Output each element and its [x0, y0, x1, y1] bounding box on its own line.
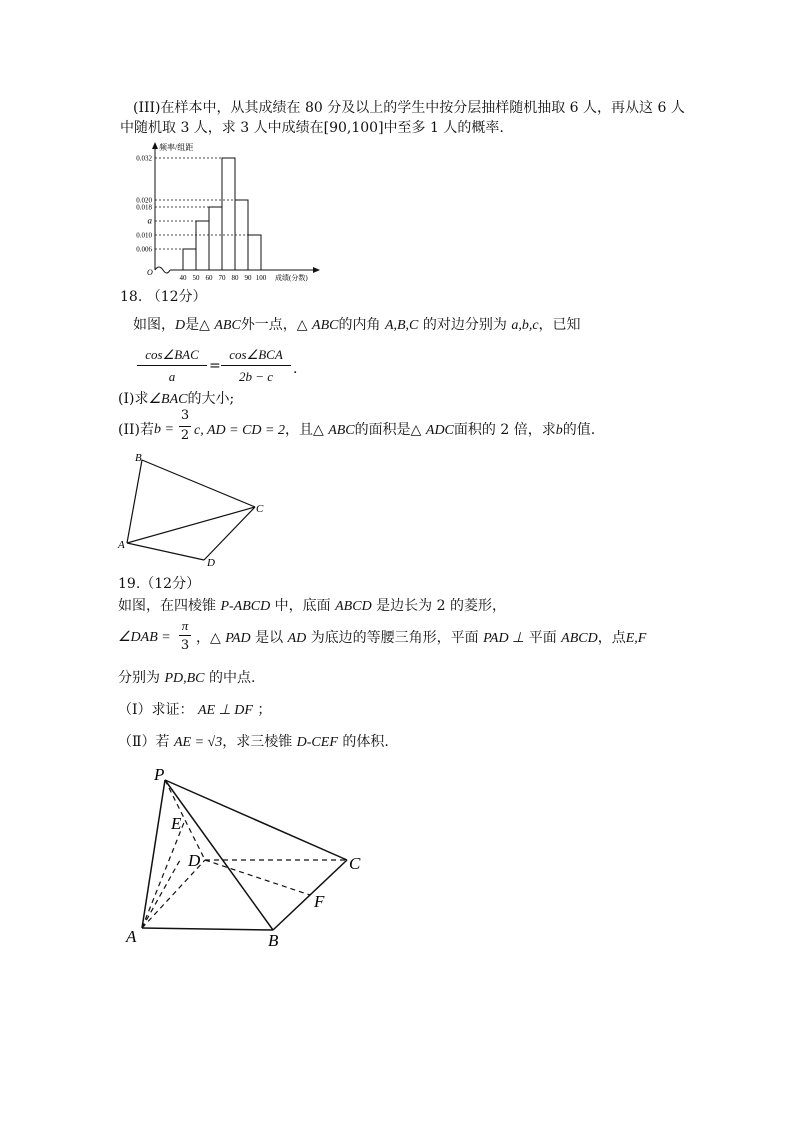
edge-AC	[127, 507, 255, 543]
q19-part2-a: （Ⅱ）若	[118, 734, 170, 750]
q18-intro-f: ，已知	[538, 317, 581, 333]
q19-pi-den: 3	[180, 638, 190, 653]
edge-BC	[142, 460, 255, 507]
axis-break	[155, 267, 170, 273]
y-tick-label: 0.032	[136, 154, 152, 163]
q19-part1-b: AE ⊥ DF	[197, 703, 253, 718]
label-B: B	[268, 931, 279, 950]
q18-part2-f: 的面积是△	[354, 422, 422, 438]
q19-line2-c: 是以	[255, 630, 284, 646]
edge-AE	[142, 820, 185, 928]
q19-line2-g: 平面	[528, 630, 557, 646]
q19-line2-ef: E,F	[625, 631, 647, 646]
q18-header: 18. （12分）	[120, 289, 207, 305]
q19-line2-abcd: ABCD	[561, 631, 598, 646]
q18-frac2-num: cos∠BCA	[229, 347, 283, 362]
q18-frac2-den: 2b − c	[238, 369, 274, 384]
x-tick-label: 60	[205, 274, 213, 282]
q19-line2-pad: PAD	[225, 631, 251, 646]
q19-angle: ∠DAB =	[118, 630, 171, 645]
q19-pyramid-figure	[120, 760, 380, 950]
x-tick-label: 80	[231, 274, 239, 282]
q19-line3-b: PD,BC	[164, 671, 205, 686]
q18-figure	[115, 450, 275, 570]
q18-part2-j: 的值.	[562, 422, 596, 438]
q18-period: .	[293, 361, 298, 377]
q19-line1	[118, 597, 506, 616]
label-C: C	[256, 503, 264, 515]
q18-part2-adc: ADC	[425, 423, 454, 438]
q19-line3-c: 的中点.	[208, 670, 256, 686]
q18-frac1-bar	[137, 365, 207, 366]
q18-part2-rest	[194, 421, 595, 440]
y-tick-label: a	[147, 215, 152, 226]
q19-line1-e: 是边长为 2 的菱形，	[376, 598, 506, 614]
label-D: D	[207, 557, 215, 569]
q18-intro	[133, 316, 581, 335]
histogram-bar	[222, 158, 235, 270]
label-E: E	[171, 814, 182, 833]
q19-line2-ad: AD	[287, 631, 307, 646]
q18-intro-d: 的内角	[338, 317, 381, 333]
q18-part2-c: c, AD = CD = 2	[194, 423, 285, 438]
q18-intro-e: 的对边分别为	[422, 317, 507, 333]
q19-line2-e: 为底边的等腰三角形，平面	[310, 630, 479, 646]
edge-AD	[127, 543, 204, 560]
q17-part3-line2: 中随机取 3 人，求 3 人中成绩在[90,100]中至多 1 人的概率.	[120, 120, 504, 136]
q19-header: 19.（12分）	[118, 576, 201, 592]
q18-equals: =	[209, 358, 221, 374]
q19-line2-perp: PAD ⊥	[483, 631, 525, 646]
origin-label: O	[147, 268, 153, 277]
edge-PA	[142, 780, 165, 928]
q19-line1-a: 如图，在四棱锥	[118, 598, 216, 614]
q19-line2-i: ，点	[597, 630, 626, 646]
edge-PB	[165, 780, 273, 930]
label-F: F	[314, 892, 325, 911]
q19-pi-bar	[179, 635, 191, 636]
q19-part2	[118, 733, 389, 752]
q19-line3	[118, 669, 255, 688]
q19-pi-num: π	[181, 618, 189, 633]
histogram-bar	[248, 235, 261, 270]
q19-part2-e: 的体积.	[342, 734, 389, 750]
q18-angles: A,B,C	[384, 318, 419, 333]
q18-part2-h: 面积的 2 倍，求	[453, 422, 556, 438]
q19-part2-c: ，求三棱锥	[222, 734, 293, 750]
q18-part2-den: 2	[180, 428, 190, 443]
y-axis-arrow	[152, 142, 158, 149]
edge-DF	[205, 860, 310, 895]
q18-frac2-bar	[221, 365, 291, 366]
histogram-bar	[209, 207, 222, 270]
q18-point-D: D	[175, 318, 186, 333]
label-B: B	[135, 452, 142, 464]
label-D: D	[188, 851, 201, 870]
q18-frac1-den: a	[168, 369, 176, 384]
y-axis-label: 频率/组距	[159, 143, 194, 152]
q18-part2-num: 3	[180, 408, 190, 423]
edge-BA	[127, 460, 142, 543]
x-tick-label: 100	[255, 274, 267, 282]
q19-line2-a: ，△	[196, 630, 221, 646]
y-tick-label: 0.006	[136, 245, 152, 254]
q19-base: ABCD	[335, 599, 372, 614]
label-A: A	[118, 539, 125, 551]
q18-part2-abc: ABC	[328, 423, 355, 438]
frequency-histogram	[125, 140, 325, 280]
q18-part1-c: 的大小;	[187, 391, 235, 407]
q18-intro-b: 是△	[185, 317, 210, 333]
q19-part1-a: （I）求证：	[118, 702, 194, 718]
q18-part1-a: (I)求	[118, 391, 149, 407]
edge-AB	[142, 928, 273, 930]
q18-intro-c: 外一点，△	[240, 317, 308, 333]
q18-part1-angle: ∠BAC	[148, 392, 188, 407]
q18-part2-a: (II)若	[118, 422, 154, 438]
q19-line3-a: 分别为	[118, 670, 160, 686]
q19-line2	[196, 629, 646, 648]
q18-sides: a,b,c	[511, 318, 539, 333]
q17-part3-line1: (III)在样本中，从其成绩在 80 分及以上的学生中按分层抽样随机抽取 6 人，再从这 6 人	[133, 100, 685, 116]
y-tick-label: 0.018	[136, 203, 152, 212]
q19-part2-b: AE = √3	[173, 735, 223, 750]
q19-line1-c: 中，底面	[274, 598, 331, 614]
label-A: A	[126, 927, 137, 946]
label-C: C	[349, 854, 361, 873]
edge-DC	[204, 507, 255, 560]
label-P: P	[154, 765, 165, 784]
q18-frac1-num: cos∠BAC	[145, 347, 199, 362]
x-tick-label: 40	[179, 274, 187, 282]
histogram-bar	[196, 221, 209, 270]
edge-PC	[165, 780, 347, 860]
q18-part2-bar	[179, 426, 191, 427]
q19-pyramid: P-ABCD	[220, 599, 271, 614]
q18-part2-i: b	[555, 423, 563, 438]
q18-triangle-abc-2: ABC	[312, 318, 339, 333]
q19-part2-d: D-CEF	[296, 735, 338, 750]
histogram-bar	[183, 249, 196, 270]
y-tick-label: 0.020	[136, 196, 152, 205]
q18-part1	[118, 390, 234, 409]
x-tick-label: 70	[218, 274, 226, 282]
q18-intro-a: 如图，	[133, 317, 175, 333]
x-axis-arrow	[313, 267, 320, 273]
q18-part2-d: ，且△	[284, 422, 324, 438]
x-tick-label: 90	[244, 274, 252, 282]
q18-triangle-abc: ABC	[214, 318, 241, 333]
q19-part1-c: ；	[257, 702, 272, 718]
q18-part2-b: b =	[154, 422, 174, 437]
q19-part1	[118, 701, 271, 720]
x-axis-label: 成绩(分数)	[275, 274, 308, 282]
x-tick-label: 50	[192, 274, 200, 282]
y-tick-label: 0.010	[136, 231, 152, 240]
